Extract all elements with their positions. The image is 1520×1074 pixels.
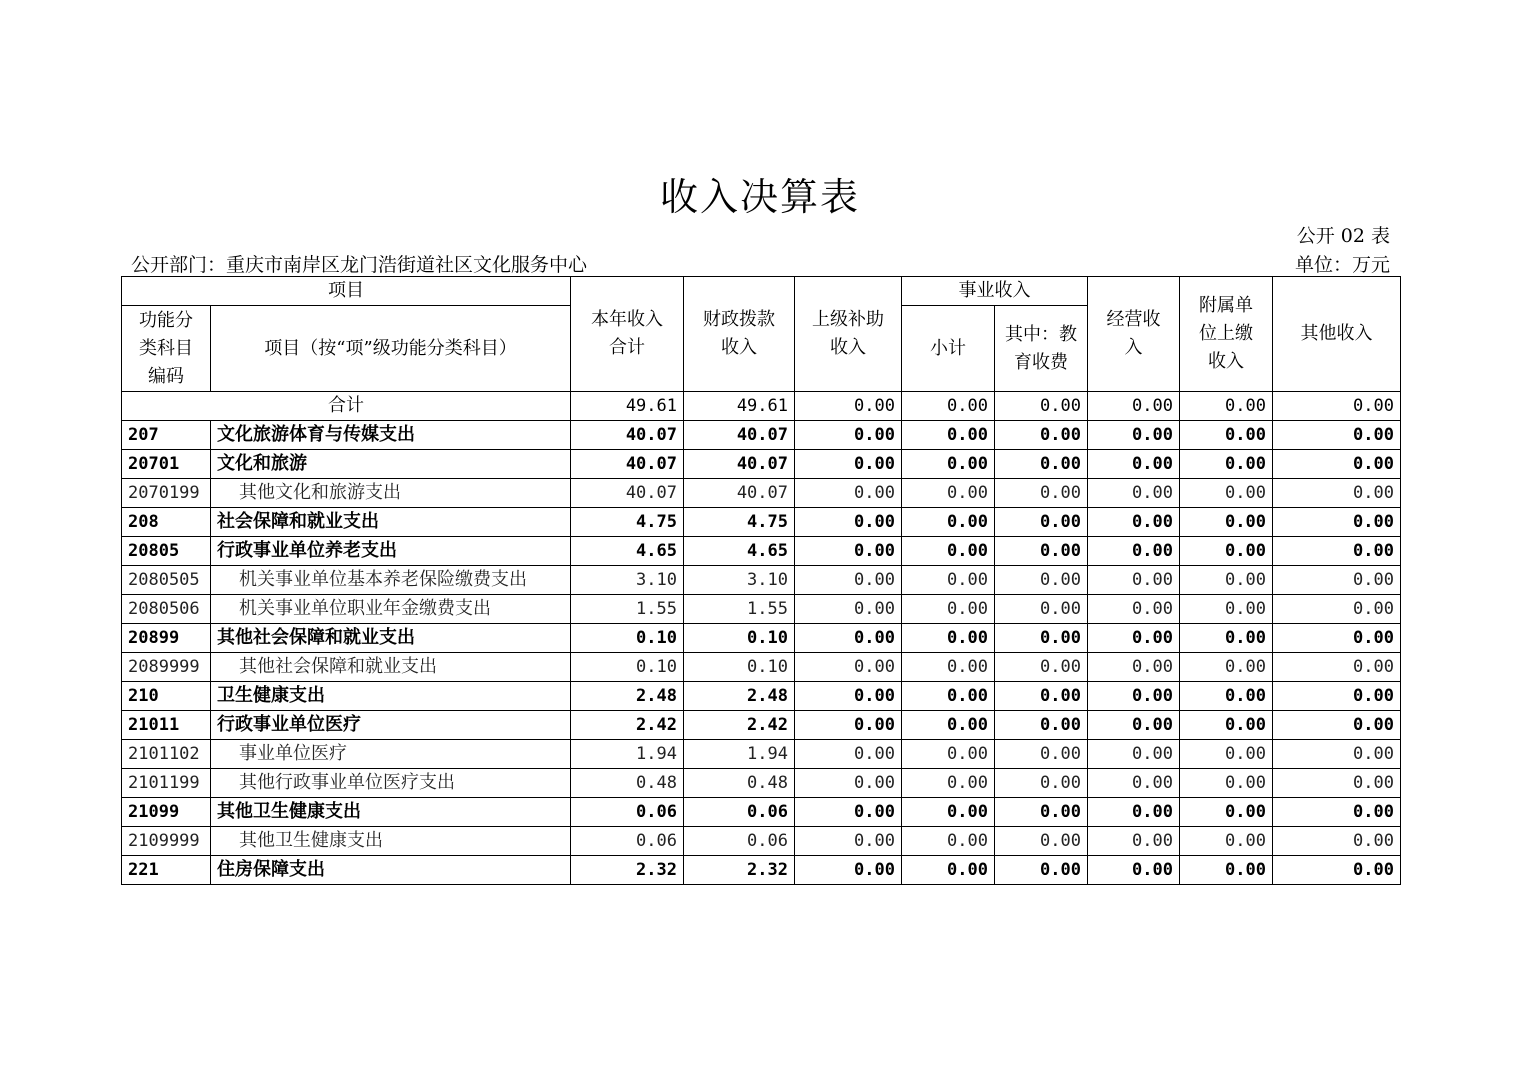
row-value: 2.48 (571, 682, 684, 711)
table-row (122, 827, 1401, 856)
row-value: 0.06 (684, 827, 795, 856)
income-table (121, 276, 1401, 885)
row-value: 0.00 (1273, 595, 1401, 624)
row-value: 0.00 (1180, 450, 1273, 479)
table-row (122, 856, 1401, 885)
row-value: 0.00 (795, 740, 902, 769)
header-affiliate: 附属单位上缴收入 (1180, 277, 1273, 392)
row-value: 0.00 (1180, 798, 1273, 827)
row-name: 卫生健康支出 (211, 682, 571, 711)
row-name: 其他卫生健康支出 (211, 827, 571, 856)
row-value: 0.00 (795, 682, 902, 711)
row-value: 0.00 (995, 508, 1088, 537)
row-value: 0.00 (795, 653, 902, 682)
row-code: 21011 (122, 711, 211, 740)
row-value: 0.00 (1273, 421, 1401, 450)
row-value: 0.00 (1273, 769, 1401, 798)
row-value: 0.00 (1273, 711, 1401, 740)
row-value: 0.00 (795, 711, 902, 740)
row-value: 0.00 (1088, 479, 1180, 508)
row-code: 207 (122, 421, 211, 450)
row-value: 0.00 (995, 827, 1088, 856)
total-cell: 0.00 (995, 392, 1088, 421)
row-value: 0.00 (795, 856, 902, 885)
row-value: 0.00 (902, 740, 995, 769)
row-value: 2.32 (571, 856, 684, 885)
table-row (122, 421, 1401, 450)
row-value: 0.00 (1180, 711, 1273, 740)
row-value: 0.06 (571, 827, 684, 856)
total-cell: 0.00 (902, 392, 995, 421)
row-value: 0.00 (1180, 682, 1273, 711)
header-other: 其他收入 (1273, 277, 1401, 392)
row-value: 0.00 (1088, 450, 1180, 479)
row-code: 208 (122, 508, 211, 537)
row-value: 0.00 (902, 711, 995, 740)
row-value: 0.00 (1180, 595, 1273, 624)
row-value: 3.10 (571, 566, 684, 595)
row-value: 0.48 (571, 769, 684, 798)
row-value: 0.00 (995, 798, 1088, 827)
row-name: 行政事业单位医疗 (211, 711, 571, 740)
table-row (122, 595, 1401, 624)
row-value: 0.10 (571, 653, 684, 682)
row-name: 文化和旅游 (211, 450, 571, 479)
total-cell: 49.61 (684, 392, 795, 421)
row-code: 20701 (122, 450, 211, 479)
row-name: 机关事业单位基本养老保险缴费支出 (211, 566, 571, 595)
row-code: 20805 (122, 537, 211, 566)
row-name: 其他文化和旅游支出 (211, 479, 571, 508)
header-subtotal: 小计 (902, 306, 995, 392)
header-business: 事业收入 (902, 277, 1088, 306)
row-value: 0.00 (795, 421, 902, 450)
row-value: 40.07 (571, 450, 684, 479)
row-value: 0.00 (1180, 827, 1273, 856)
row-value: 0.00 (1273, 624, 1401, 653)
table-row (122, 566, 1401, 595)
row-value: 0.00 (1088, 624, 1180, 653)
header-total: 本年收入合计 (571, 277, 684, 392)
row-value: 0.00 (1180, 479, 1273, 508)
row-value: 2.42 (571, 711, 684, 740)
row-value: 0.00 (1273, 798, 1401, 827)
header-fiscal: 财政拨款收入 (684, 277, 795, 392)
row-value: 0.00 (902, 798, 995, 827)
row-value: 4.75 (684, 508, 795, 537)
row-value: 0.00 (995, 624, 1088, 653)
row-value: 0.00 (1088, 827, 1180, 856)
row-name: 文化旅游体育与传媒支出 (211, 421, 571, 450)
row-value: 0.00 (902, 537, 995, 566)
row-value: 0.00 (902, 856, 995, 885)
row-value: 4.65 (571, 537, 684, 566)
row-value: 1.55 (684, 595, 795, 624)
table-row (122, 740, 1401, 769)
row-value: 0.00 (902, 421, 995, 450)
row-value: 0.00 (1273, 682, 1401, 711)
row-code: 2089999 (122, 653, 211, 682)
row-value: 0.00 (795, 450, 902, 479)
row-value: 40.07 (571, 421, 684, 450)
row-value: 0.00 (995, 537, 1088, 566)
header-code: 功能分类科目编码 (122, 306, 211, 392)
row-value: 0.00 (995, 856, 1088, 885)
department-label: 公开部门：重庆市南岸区龙门浩街道社区文化服务中心 (131, 254, 588, 276)
row-name: 其他社会保障和就业支出 (211, 624, 571, 653)
row-value: 0.10 (684, 653, 795, 682)
row-value: 0.00 (1180, 566, 1273, 595)
row-value: 0.00 (1180, 537, 1273, 566)
row-value: 0.00 (1273, 653, 1401, 682)
row-value: 0.00 (1273, 827, 1401, 856)
row-name: 其他卫生健康支出 (211, 798, 571, 827)
row-value: 3.10 (684, 566, 795, 595)
row-value: 40.07 (684, 450, 795, 479)
row-value: 0.00 (995, 740, 1088, 769)
row-value: 0.00 (795, 595, 902, 624)
row-value: 0.00 (902, 624, 995, 653)
row-value: 0.00 (995, 711, 1088, 740)
total-label: 合计 (122, 392, 571, 421)
row-value: 0.00 (1180, 769, 1273, 798)
table-row (122, 479, 1401, 508)
row-value: 0.00 (1273, 740, 1401, 769)
row-name: 社会保障和就业支出 (211, 508, 571, 537)
row-value: 0.00 (1273, 508, 1401, 537)
row-value: 0.00 (795, 827, 902, 856)
row-name: 其他行政事业单位医疗支出 (211, 769, 571, 798)
row-code: 21099 (122, 798, 211, 827)
row-value: 0.00 (1088, 740, 1180, 769)
row-value: 0.00 (1273, 450, 1401, 479)
header-edu: 其中：教育收费 (995, 306, 1088, 392)
row-value: 0.10 (684, 624, 795, 653)
table-row (122, 653, 1401, 682)
row-value: 0.00 (1273, 856, 1401, 885)
row-value: 0.00 (995, 479, 1088, 508)
row-code: 2101199 (122, 769, 211, 798)
row-value: 0.00 (1273, 479, 1401, 508)
row-value: 0.00 (1180, 421, 1273, 450)
row-value: 0.00 (1088, 595, 1180, 624)
row-value: 0.00 (1088, 566, 1180, 595)
row-value: 0.00 (1180, 856, 1273, 885)
row-value: 0.00 (1088, 856, 1180, 885)
row-value: 4.65 (684, 537, 795, 566)
row-value: 1.94 (684, 740, 795, 769)
row-name: 住房保障支出 (211, 856, 571, 885)
row-value: 0.00 (1088, 798, 1180, 827)
form-number: 公开 02 表 (1296, 225, 1390, 247)
row-value: 0.00 (995, 566, 1088, 595)
total-row (122, 392, 1401, 421)
row-code: 2080506 (122, 595, 211, 624)
table-row (122, 537, 1401, 566)
row-value: 0.00 (1273, 566, 1401, 595)
row-value: 4.75 (571, 508, 684, 537)
row-value: 0.00 (995, 595, 1088, 624)
row-value: 0.00 (1273, 537, 1401, 566)
row-code: 210 (122, 682, 211, 711)
header-operating: 经营收入 (1088, 277, 1180, 392)
row-code: 2070199 (122, 479, 211, 508)
row-value: 0.00 (902, 682, 995, 711)
row-code: 2080505 (122, 566, 211, 595)
row-name: 机关事业单位职业年金缴费支出 (211, 595, 571, 624)
row-value: 0.00 (995, 682, 1088, 711)
row-value: 0.00 (902, 450, 995, 479)
total-cell: 0.00 (1273, 392, 1401, 421)
row-value: 0.00 (902, 566, 995, 595)
row-value: 0.00 (795, 537, 902, 566)
row-value: 0.00 (902, 769, 995, 798)
table-row (122, 769, 1401, 798)
row-value: 0.00 (1088, 653, 1180, 682)
row-value: 2.48 (684, 682, 795, 711)
row-name: 行政事业单位养老支出 (211, 537, 571, 566)
row-value: 0.00 (1088, 682, 1180, 711)
header-project: 项目 (122, 277, 571, 306)
row-value: 0.00 (995, 769, 1088, 798)
row-value: 0.00 (1088, 421, 1180, 450)
row-code: 2109999 (122, 827, 211, 856)
page-title: 收入决算表 (659, 175, 860, 219)
row-value: 0.00 (795, 508, 902, 537)
table-row (122, 682, 1401, 711)
table-row (122, 450, 1401, 479)
row-value: 0.00 (1088, 537, 1180, 566)
row-value: 0.00 (795, 769, 902, 798)
total-cell: 49.61 (571, 392, 684, 421)
row-value: 0.00 (902, 479, 995, 508)
table-row (122, 508, 1401, 537)
row-value: 2.42 (684, 711, 795, 740)
row-value: 1.55 (571, 595, 684, 624)
row-value: 0.00 (795, 798, 902, 827)
table-row (122, 798, 1401, 827)
row-value: 0.06 (571, 798, 684, 827)
row-code: 221 (122, 856, 211, 885)
row-value: 0.00 (795, 479, 902, 508)
row-value: 0.00 (795, 624, 902, 653)
total-cell: 0.00 (1088, 392, 1180, 421)
row-name: 其他社会保障和就业支出 (211, 653, 571, 682)
row-value: 1.94 (571, 740, 684, 769)
row-value: 0.00 (995, 421, 1088, 450)
table-row (122, 711, 1401, 740)
row-value: 0.00 (1088, 711, 1180, 740)
row-value: 0.00 (995, 450, 1088, 479)
row-code: 2101102 (122, 740, 211, 769)
table-row (122, 624, 1401, 653)
row-value: 0.00 (1088, 769, 1180, 798)
row-value: 0.00 (902, 508, 995, 537)
row-name: 事业单位医疗 (211, 740, 571, 769)
header-name: 项目（按“项”级功能分类科目） (211, 306, 571, 392)
row-value: 0.00 (1180, 653, 1273, 682)
row-value: 40.07 (684, 479, 795, 508)
row-value: 0.00 (902, 827, 995, 856)
row-value: 0.00 (995, 653, 1088, 682)
row-value: 0.00 (1180, 740, 1273, 769)
row-value: 0.00 (795, 566, 902, 595)
total-cell: 0.00 (795, 392, 902, 421)
total-cell: 0.00 (1180, 392, 1273, 421)
row-value: 0.10 (571, 624, 684, 653)
row-value: 0.00 (1180, 624, 1273, 653)
row-value: 0.00 (1088, 508, 1180, 537)
row-value: 0.00 (902, 595, 995, 624)
row-code: 20899 (122, 624, 211, 653)
header-upper: 上级补助收入 (795, 277, 902, 392)
row-value: 0.00 (1180, 508, 1273, 537)
row-value: 0.06 (684, 798, 795, 827)
row-value: 0.48 (684, 769, 795, 798)
row-value: 40.07 (684, 421, 795, 450)
row-value: 0.00 (902, 653, 995, 682)
row-value: 40.07 (571, 479, 684, 508)
row-value: 2.32 (684, 856, 795, 885)
unit-label: 单位：万元 (1294, 254, 1390, 276)
